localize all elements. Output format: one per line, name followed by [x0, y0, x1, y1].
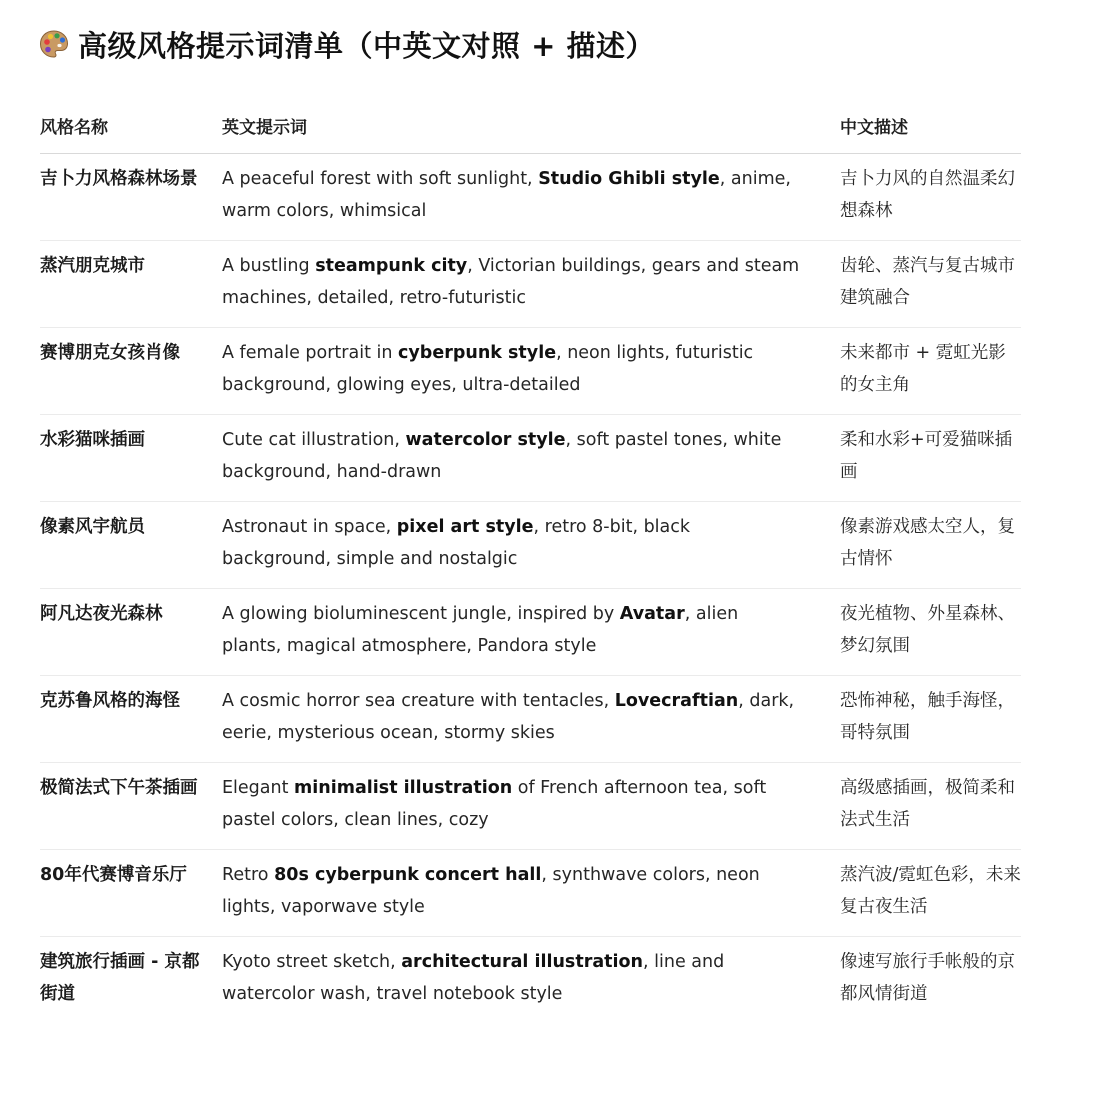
chinese-description-cell: 齿轮、蒸汽与复古城市建筑融合 — [840, 241, 1021, 328]
style-name-cell: 80年代赛博音乐厅 — [40, 850, 222, 937]
style-prompt-table — [40, 98, 1021, 1023]
prompt-text: , anime, warm colors, whimsical — [222, 169, 791, 221]
table-row — [40, 415, 1021, 502]
page-title-text: 高级风格提示词清单（中英文对照 + 描述） — [78, 28, 655, 63]
prompt-text: Cute cat illustration, — [222, 430, 406, 450]
chinese-description-cell: 柔和水彩+可爱猫咪插画 — [840, 415, 1021, 502]
prompt-text: of French afternoon tea, soft pastel colors, clean lines, cozy — [222, 778, 767, 830]
chinese-description-cell: 夜光植物、外星森林、梦幻氛围 — [840, 589, 1021, 676]
prompt-keyword: Lovecraftian — [614, 691, 739, 711]
style-name-cell: 水彩猫咪插画 — [40, 415, 222, 502]
prompt-text: , line and watercolor wash, travel notebook style — [222, 952, 725, 1004]
prompt-keyword: cyberpunk style — [398, 343, 557, 363]
table-header-row — [40, 98, 1021, 154]
prompt-text: A cosmic horror sea creature with tentacles, — [222, 691, 615, 711]
english-prompt-cell — [222, 937, 840, 1024]
prompt-text: , alien plants, magical atmosphere, Pandora style — [222, 604, 739, 656]
table-row — [40, 850, 1021, 937]
chinese-description-cell: 像速写旅行手帐般的京都风情街道 — [840, 952, 1015, 1004]
prompt-text: , Victorian buildings, gears and steam machines, detailed, retro-futuristic — [222, 256, 800, 308]
english-prompt-cell — [222, 676, 840, 763]
english-prompt-cell — [222, 850, 840, 937]
table-row — [40, 676, 1021, 763]
prompt-keyword: Avatar — [619, 604, 685, 624]
chinese-description-cell: 恐怖神秘，触手海怪，哥特氛围 — [840, 676, 1021, 763]
style-name-cell: 阿凡达夜光森林 — [40, 589, 222, 676]
prompt-keyword: 80s cyberpunk concert hall — [274, 865, 542, 885]
page-title — [38, 22, 655, 66]
prompt-text: , synthwave colors, neon lights, vaporwave style — [222, 865, 760, 917]
table-row — [40, 241, 1021, 328]
prompt-text: Astronaut in space, — [222, 517, 397, 537]
style-name-cell: 吉卜力风格森林场景 — [40, 154, 222, 241]
chinese-description-cell: 未来都市 + 霓虹光影的女主角 — [840, 328, 1021, 415]
english-prompt-cell — [222, 502, 840, 589]
prompt-text: A glowing bioluminescent jungle, inspired by — [222, 604, 620, 624]
prompt-keyword: watercolor style — [405, 430, 566, 450]
prompt-keyword: steampunk city — [315, 256, 468, 276]
english-prompt-cell — [222, 415, 840, 502]
table-row — [40, 763, 1021, 850]
prompt-keyword: minimalist illustration — [294, 778, 513, 798]
table-row — [40, 154, 1021, 241]
prompt-text: A female portrait in — [222, 343, 399, 363]
palette-icon — [38, 28, 70, 60]
prompt-text: Elegant — [222, 778, 295, 798]
english-prompt-cell — [222, 154, 840, 241]
column-header-chinese-description: 中文描述 — [840, 98, 1021, 154]
table-row — [40, 937, 1021, 1024]
english-prompt-cell — [222, 241, 840, 328]
chinese-description-cell: 吉卜力风的自然温柔幻想森林 — [840, 154, 1021, 241]
prompt-keyword: pixel art style — [396, 517, 534, 537]
style-name-cell: 建筑旅行插画 - 京都街道 — [40, 952, 200, 1004]
english-prompt-cell — [222, 589, 840, 676]
column-header-style-name: 风格名称 — [40, 98, 222, 154]
prompt-text: Kyoto street sketch, — [222, 952, 402, 972]
prompt-text: , dark, eerie, mysterious ocean, stormy skies — [222, 691, 795, 743]
style-name-cell: 蒸汽朋克城市 — [40, 241, 222, 328]
prompt-keyword: Studio Ghibli style — [538, 169, 720, 189]
prompt-text: , neon lights, futuristic background, glowing eyes, ultra-detailed — [222, 343, 754, 395]
column-header-english-prompt: 英文提示词 — [222, 98, 840, 154]
chinese-description-cell: 像素游戏感太空人，复古情怀 — [840, 502, 1021, 589]
english-prompt-cell — [222, 763, 840, 850]
prompt-text: A peaceful forest with soft sunlight, — [222, 169, 539, 189]
style-name-cell: 像素风宇航员 — [40, 502, 222, 589]
table-row — [40, 502, 1021, 589]
chinese-description-cell: 高级感插画，极简柔和法式生活 — [840, 763, 1021, 850]
prompt-text: , soft pastel tones, white background, hand-drawn — [222, 430, 782, 482]
prompt-text: , retro 8-bit, black background, simple and nostalgic — [222, 517, 691, 569]
style-name-cell: 赛博朋克女孩肖像 — [40, 328, 222, 415]
prompt-keyword: architectural illustration — [401, 952, 644, 972]
table-row — [40, 328, 1021, 415]
chinese-description-cell: 蒸汽波/霓虹色彩，未来复古夜生活 — [840, 850, 1021, 937]
prompt-text: Retro — [222, 865, 275, 885]
style-name-cell: 克苏鲁风格的海怪 — [40, 676, 222, 763]
prompt-text: A bustling — [222, 256, 316, 276]
style-name-cell: 极简法式下午茶插画 — [40, 763, 222, 850]
table-row — [40, 589, 1021, 676]
english-prompt-cell — [222, 328, 840, 415]
